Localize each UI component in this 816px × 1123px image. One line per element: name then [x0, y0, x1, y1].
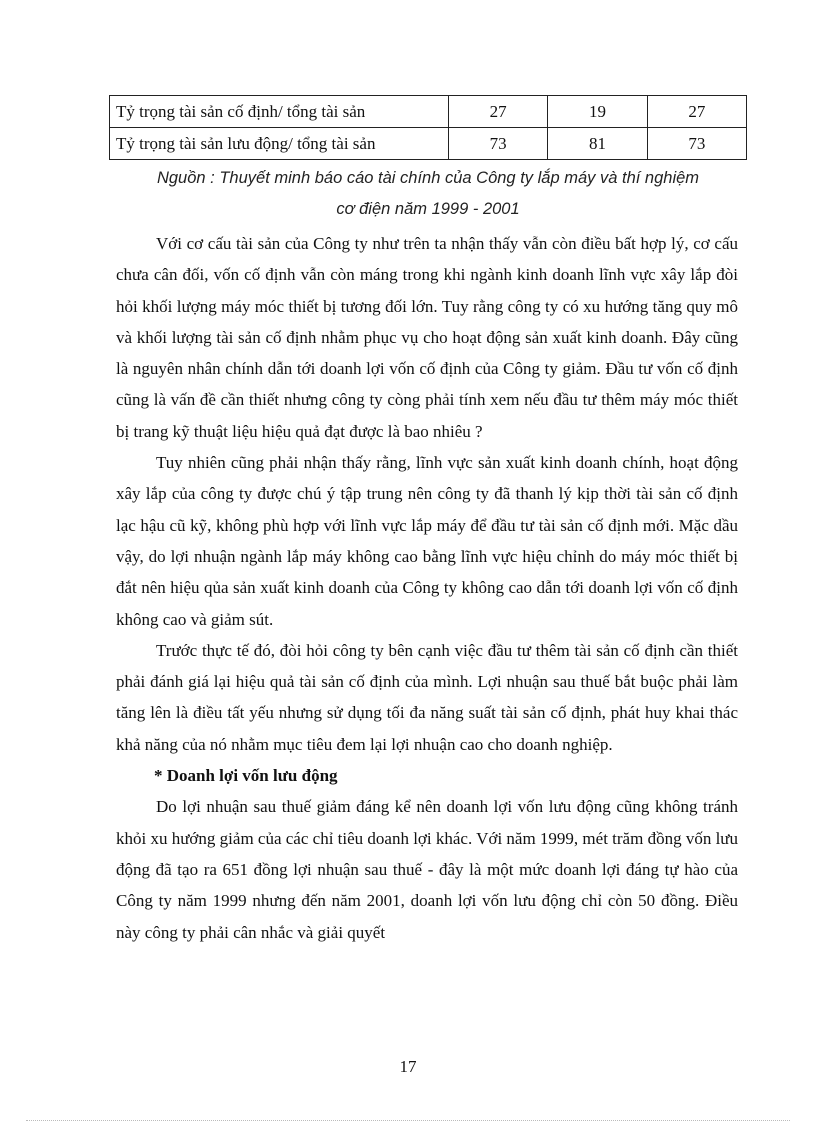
cell-2000: 19: [548, 96, 647, 128]
source-line-1: Nguồn : Thuyết minh báo cáo tài chính của Công ty lắp máy và thí nghiệm: [156, 169, 700, 187]
cell-1999: 73: [449, 128, 548, 160]
section-heading: * Doanh lợi vốn lưu động: [154, 766, 338, 786]
paragraph: Với cơ cấu tài sản của Công ty như trên ta nhận thấy vẫn còn điều bất hợp lý, cơ cấu chưa cân đối, vốn cố định vẫn còn máng trong khi ngành kinh doanh lĩnh vực xây lắp đòi hỏi khối lượng máy móc thiết bị tương đối lớn. Tuy rằng công ty có xu hướng tăng quy mô và khối lượng tài sản cố định nhằm phục vụ cho hoạt động sản xuất kinh doanh. Đây cũng là nguyên nhân chính dẫn tới doanh lợi vốn cố định của Công ty giảm. Đầu tư vốn cố định cũng là vấn đề cần thiết nhưng công ty còng phải tính xem nếu đầu tư thêm máy móc thiết bị trang kỹ thuật liệu hiệu quả đạt được là bao nhiêu ?: [116, 234, 738, 441]
cell-2001: 73: [647, 128, 746, 160]
page-bottom-divider: [26, 1120, 790, 1121]
row-label: Tỷ trọng tài sản lưu động/ tổng tài sản: [110, 128, 449, 160]
paragraph: Do lợi nhuận sau thuế giảm đáng kể nên doanh lợi vốn lưu động cũng không tránh khỏi xu hướng giảm của các chỉ tiêu doanh lợi khác. Với năm 1999, mét trăm đồng vốn lưu động đã tạo ra 651 đồng lợi nhuận sau thuế - đây là một mức doanh lợi đáng tự hào của Công ty năm 1999 nhưng đến năm 2001, doanh lợi vốn lưu động chỉ còn 50 đồng. Điều này công ty phải cân nhắc và giải quyết: [116, 797, 739, 942]
table-source-note: [109, 163, 747, 225]
row-label: Tỷ trọng tài sản cố định/ tổng tài sản: [110, 96, 449, 128]
source-line-2: cơ điện năm 1999 - 2001: [336, 200, 520, 218]
table-row: [110, 128, 747, 160]
paragraph: Tuy nhiên cũng phải nhận thấy rằng, lĩnh vực sản xuất kinh doanh chính, hoạt động xây lắp của công ty được chú ý tập trung nên công ty đã thanh lý kịp thời tài sản cố định lạc hậu cũ kỹ, không phù hợp với lĩnh vực lắp máy để đầu tư tài sản cố định mới. Mặc dầu vậy, do lợi nhuận ngành lắp máy không cao bằng lĩnh vực hiệu chỉnh do máy móc thiết bị đắt nên hiệu qủa sản xuất kinh doanh của Công ty không cao dẫn tới doanh lợi vốn cố định không cao và giảm sút.: [116, 453, 738, 629]
paragraph: Trước thực tế đó, đòi hỏi công ty bên cạnh việc đầu tư thêm tài sản cố định cần thiết phải đánh giá lại hiệu quả tài sản cố định của mình. Lợi nhuận sau thuế bắt buộc phải làm tăng lên là điều tất yếu nhưng sử dụng tối đa năng suất tài sản cố định, phát huy khai thác khả năng của nó nhằm mục tiêu đem lại lợi nhuận cao cho doanh nghiệp.: [116, 640, 738, 754]
cell-2000: 81: [548, 128, 647, 160]
cell-2001: 27: [647, 96, 746, 128]
cell-1999: 27: [449, 96, 548, 128]
table-row: [110, 96, 747, 128]
asset-ratio-table: [109, 95, 747, 160]
page-number: 17: [399, 1057, 417, 1076]
body-text: [116, 228, 738, 948]
